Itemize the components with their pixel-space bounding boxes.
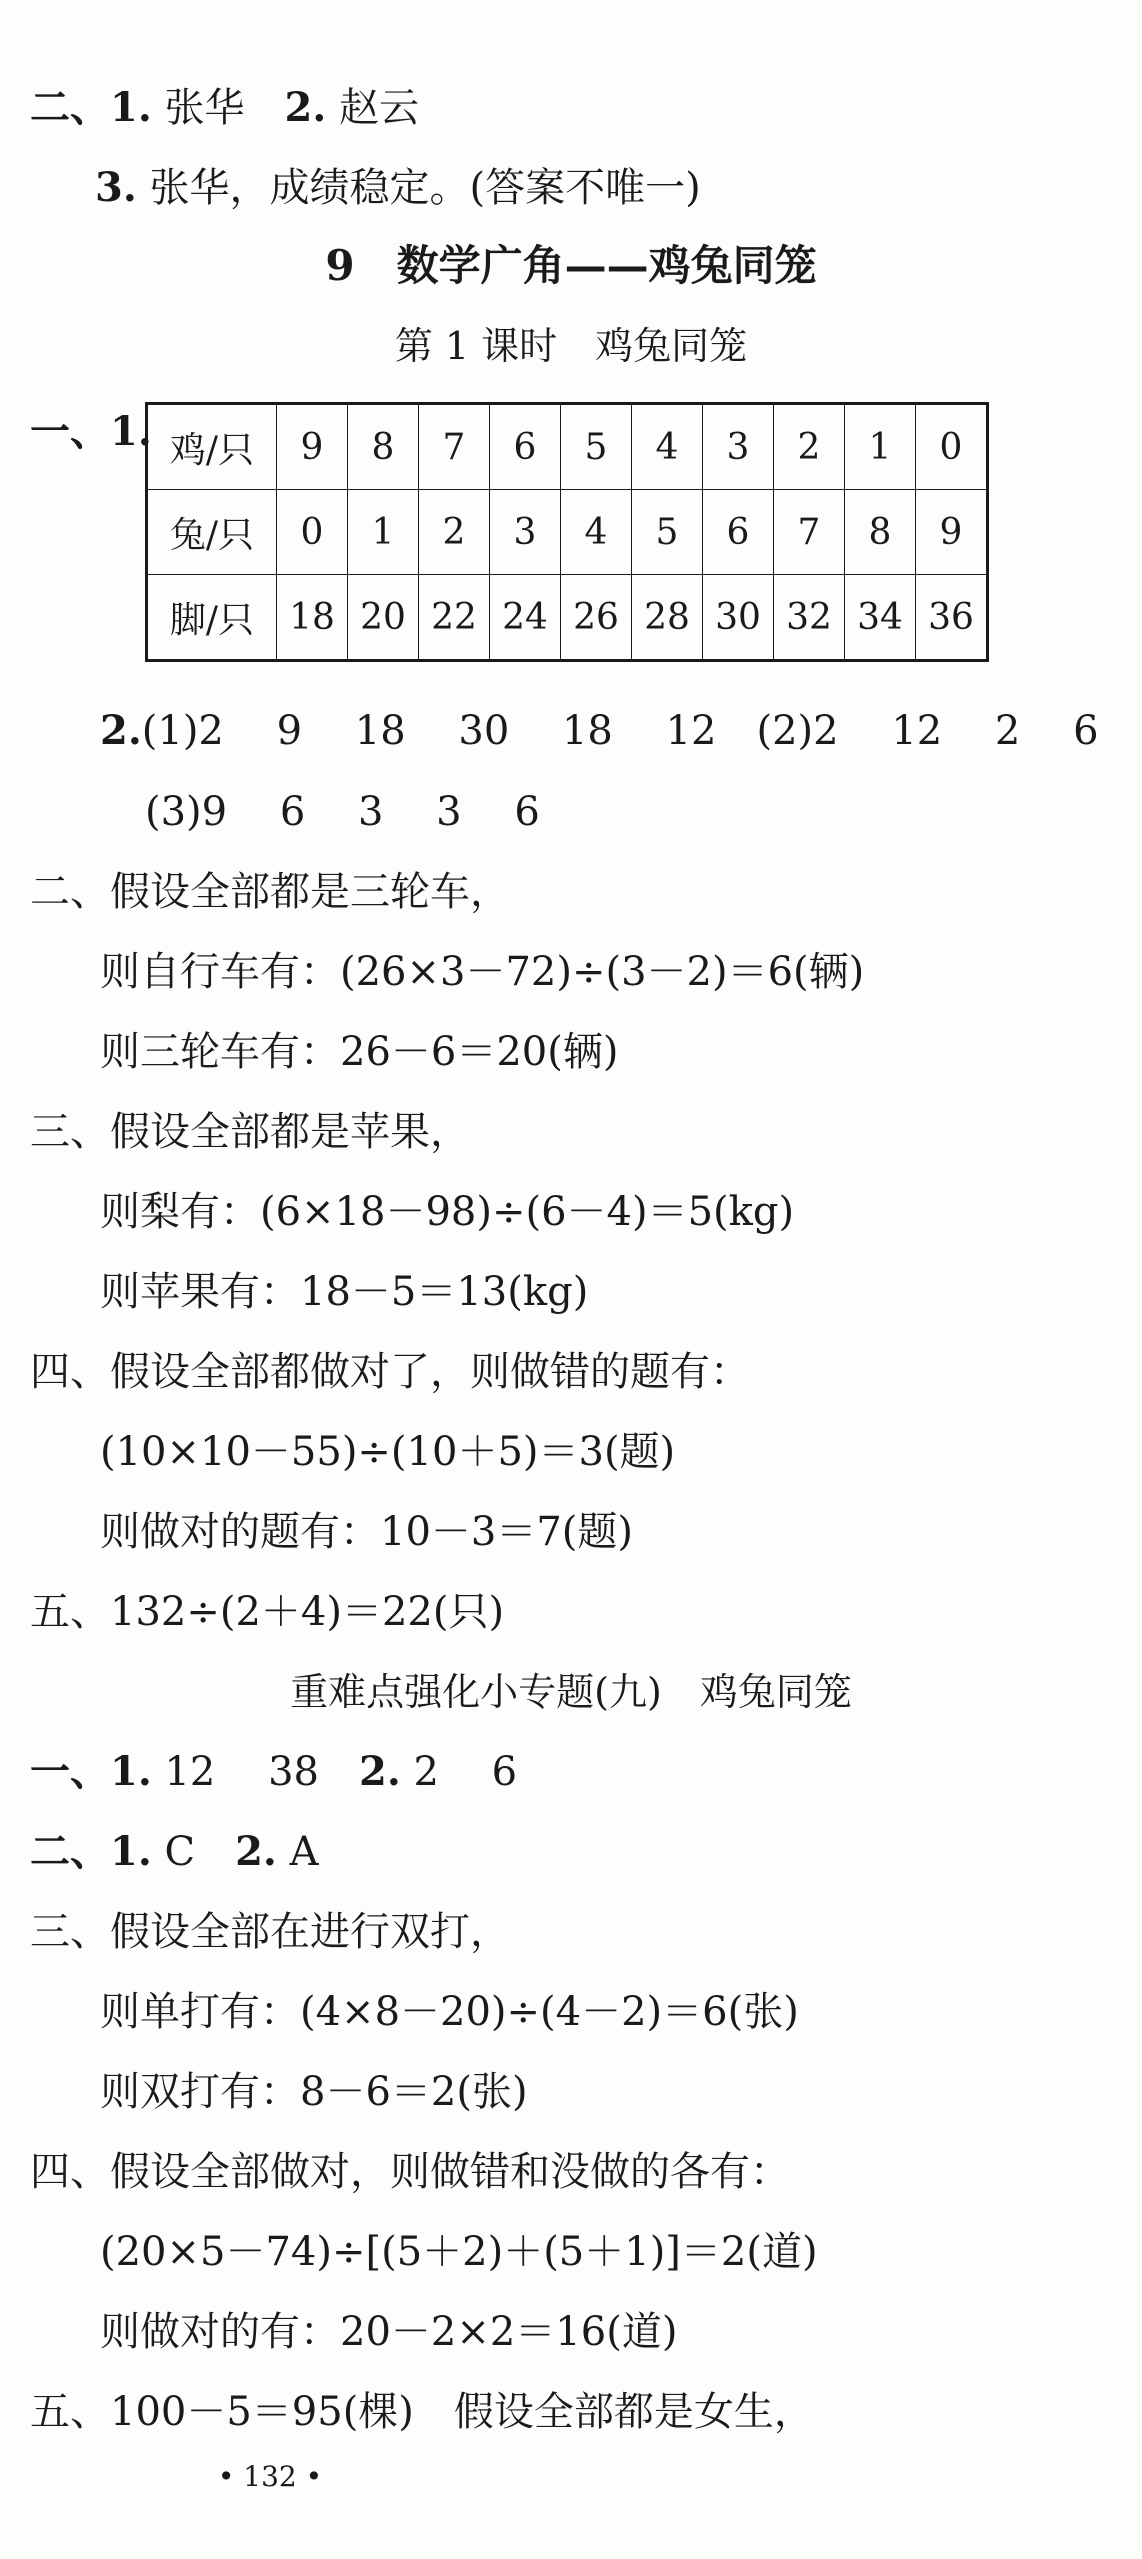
table-cell: 34 — [845, 575, 916, 661]
table-row-chicken — [147, 404, 988, 490]
sec1-q2-line-1 — [100, 703, 1142, 759]
chicken-rabbit-table — [145, 402, 989, 662]
question-number: 1. — [110, 1748, 152, 1795]
table-row-rabbit — [147, 490, 988, 575]
question-number: 1. — [110, 1828, 152, 1875]
row-header: 兔/只 — [147, 490, 277, 575]
question-number: 2. — [284, 84, 327, 131]
table-cell: 1 — [845, 404, 916, 490]
sec3-line-1: 三、假设全部都是苹果， — [30, 1109, 470, 1155]
table-cell: 4 — [561, 490, 632, 575]
answer-text: C — [151, 1829, 236, 1875]
chapter-title: 9 数学广角——鸡兔同笼 — [325, 241, 817, 290]
table-cell: 5 — [561, 404, 632, 490]
table-cell: 28 — [632, 575, 703, 661]
section-marker: 二、 — [30, 84, 110, 131]
table-cell: 20 — [348, 575, 419, 661]
table-cell: 3 — [703, 404, 774, 490]
sec5-line-1: 五、132÷(2＋4)＝22(只) — [30, 1589, 505, 1635]
sec3-line-3: 则苹果有：18－5＝13(kg) — [100, 1269, 589, 1315]
s-sec2-line: 二、1. C 2. A — [30, 1828, 319, 1875]
table-cell: 22 — [419, 575, 490, 661]
table-cell: 26 — [561, 575, 632, 661]
row-header: 脚/只 — [147, 575, 277, 661]
question-number: 2. — [100, 707, 142, 754]
table-cell: 8 — [348, 404, 419, 490]
sec4-line-3: 则做对的题有：10－3＝7(题) — [100, 1509, 634, 1555]
sec4-line-1: 四、假设全部都做对了，则做错的题有： — [30, 1349, 750, 1395]
sec2-line-1: 二、假设全部都是三轮车， — [30, 869, 510, 915]
answer-text: 赵云 — [326, 85, 419, 131]
table-row-feet — [147, 575, 988, 661]
s-sec3-line-1: 三、假设全部在进行双打， — [30, 1909, 510, 1955]
table-cell: 7 — [774, 490, 845, 575]
table-cell: 1 — [348, 490, 419, 575]
page-number: • 132 • — [217, 2460, 323, 2493]
sec1-q2-line-2: (3)9 6 3 3 6 — [145, 789, 540, 835]
table-cell: 9 — [916, 490, 988, 575]
table-cell: 7 — [419, 404, 490, 490]
question-number: 3. — [95, 164, 137, 211]
sec3-line-2: 则梨有：(6×18－98)÷(6－4)＝5(kg) — [100, 1189, 795, 1235]
answer-text: 12 38 — [151, 1749, 359, 1795]
table-cell: 6 — [703, 490, 774, 575]
table-cell: 0 — [916, 404, 988, 490]
sec2-line-3: 则三轮车有：26－6＝20(辆) — [100, 1029, 619, 1075]
sec1-marker: 一、1. — [30, 408, 152, 455]
question-number: 2. — [235, 1828, 277, 1875]
lesson-title: 第 1 课时 鸡兔同笼 — [394, 324, 748, 368]
table-cell: 4 — [632, 404, 703, 490]
s-sec4-line-2: (20×5－74)÷[(5＋2)＋(5＋1)]＝2(道) — [100, 2229, 818, 2275]
question-number: 2. — [359, 1748, 401, 1795]
answer-text: 张华 — [151, 85, 285, 131]
table-cell: 8 — [845, 490, 916, 575]
table-cell: 24 — [490, 575, 561, 661]
table-cell: 5 — [632, 490, 703, 575]
special-topic-title: 重难点强化小专题(九) 鸡兔同笼 — [290, 1670, 852, 1714]
part-top-line-1 — [30, 80, 1142, 136]
table-cell: 30 — [703, 575, 774, 661]
table-cell: 18 — [277, 575, 348, 661]
question-number: 1. — [110, 84, 152, 131]
table-cell: 2 — [774, 404, 845, 490]
row-header: 鸡/只 — [147, 404, 277, 490]
part-top-line-2 — [95, 160, 1142, 216]
sec2-line-2: 则自行车有：(26×3－72)÷(3－2)＝6(辆) — [100, 949, 865, 995]
s-sec4-line-3: 则做对的有：20－2×2＝16(道) — [100, 2309, 678, 2355]
table-cell: 36 — [916, 575, 988, 661]
table-cell: 32 — [774, 575, 845, 661]
answer-text: (1)2 9 18 30 18 12 (2)2 12 2 6 — [141, 708, 1099, 754]
answer-text: A — [276, 1829, 319, 1875]
table-cell: 0 — [277, 490, 348, 575]
sec4-line-2: (10×10－55)÷(10＋5)＝3(题) — [100, 1429, 676, 1475]
s-sec4-line-1: 四、假设全部做对，则做错和没做的各有： — [30, 2149, 790, 2195]
s-sec3-line-2: 则单打有：(4×8－20)÷(4－2)＝6(张) — [100, 1989, 799, 2035]
s-sec5-line-1: 五、100－5＝95(棵) 假设全部都是女生， — [30, 2389, 814, 2435]
table-cell: 2 — [419, 490, 490, 575]
s-sec3-line-3: 则双打有：8－6＝2(张) — [100, 2069, 528, 2115]
s-sec1-line: 一、1. 12 38 2. 2 6 — [30, 1748, 518, 1795]
table-cell: 6 — [490, 404, 561, 490]
table-cell: 9 — [277, 404, 348, 490]
answer-text: 张华，成绩稳定。(答案不唯一) — [136, 165, 701, 211]
answer-text: 2 6 — [400, 1749, 518, 1795]
table-cell: 3 — [490, 490, 561, 575]
